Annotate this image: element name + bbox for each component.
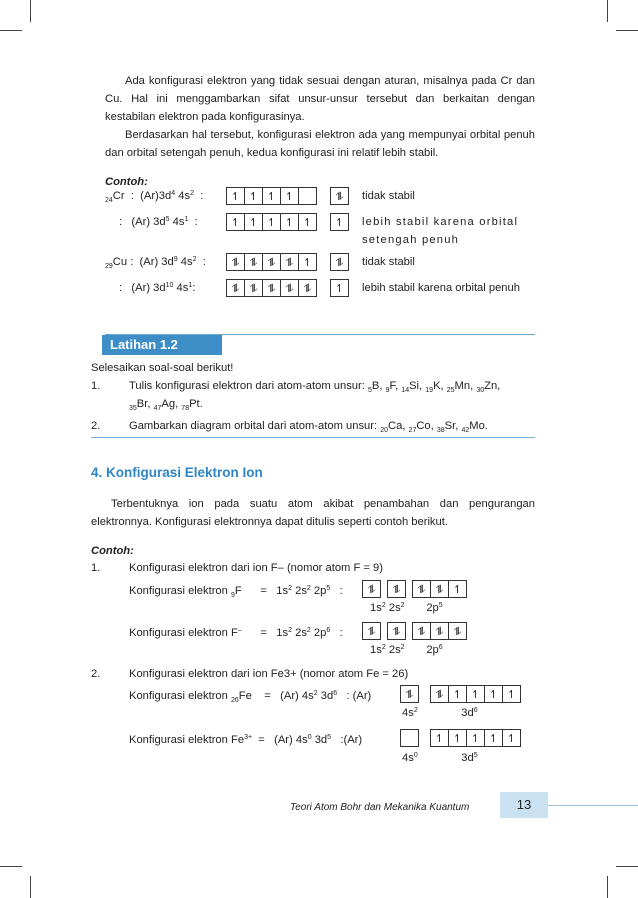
intro-paragraph-1: Ada konfigurasi elektron yang tidak sesuai dengan aturan, misalnya pada Cr dan Cu. Hal ini menggambarkan sifat unsur-unsur tersebut dan berkaitan dengan kestabilan elektron pada konfigurasinya.: [105, 75, 535, 123]
cr-3d-orbitals: ↿ ↿ ↿ ↿: [226, 187, 316, 205]
fe3-config-line: Konfigurasi elektron $Fe^{3+} = (Ar)$ $4s^0$ $3d^5$ :(Ar): [129, 734, 363, 746]
ion-e2-number: 2.: [91, 668, 101, 680]
fe3-3d-orbitals: ↿ ↿ ↿ ↿ ↿: [430, 729, 520, 747]
page-number: 13: [500, 792, 548, 818]
fe3-4s-orbital: [400, 729, 419, 747]
q1-text: Tulis konfigurasi elektron dari atom-atom unsur: $_5$B, $_9$F, $_{14}$Si, $_{19}$K, $_{25}$Mn, $_{30}$Zn,: [129, 380, 501, 394]
cu-stable-4s-orbital: ↿: [330, 279, 349, 297]
q1-number: 1.: [91, 380, 101, 392]
intro-paragraph-2: Berdasarkan hal tersebut, konfigurasi elektron ada yang mempunyai orbital penuh dan orbital setengah penuh, kedua konfigurasi ini relatif lebih stabil.: [105, 129, 535, 159]
cu-stable-note: lebih stabil karena orbital penuh: [362, 282, 520, 294]
ion-e1-title: Konfigurasi elektron dari ion F– (nomor atom F = 9): [129, 562, 384, 574]
f-ion-orbitals: ⥮ ⥮ ⥮ ⥮ ⥮: [362, 622, 466, 640]
footer-rule: [548, 805, 638, 806]
cr-4s-orbital: ⥮: [330, 187, 349, 205]
fe-config-line: Konfigurasi elektron $_{26}$Fe = (Ar) $4s^2$ $3d^6$ : (Ar): [129, 690, 372, 704]
latihan-instruction: Selesaikan soal-soal berikut!: [91, 362, 234, 374]
ion-contoh-label: Contoh:: [91, 545, 134, 557]
crop-mark: [616, 866, 638, 867]
fe-4s-orbital: ⥮: [400, 685, 419, 703]
cr-note: tidak stabil: [362, 190, 415, 202]
fe-3d-orbitals: ⥮ ↿ ↿ ↿ ↿: [430, 685, 520, 703]
cr-stable-note: lebih stabil karena orbital setengah penuh: [362, 216, 519, 246]
cu-note: tidak stabil: [362, 256, 415, 268]
cu-element: $_{29}$Cu : (Ar) $3d^9$ $4s^2$ :: [105, 256, 206, 270]
cu-3d-orbitals: ⥮ ⥮ ⥮ ⥮ ↿: [226, 253, 316, 271]
cr-stable-config: : (Ar) $3d^5$ $4s^1$ :: [119, 216, 198, 228]
q2-number: 2.: [91, 420, 101, 432]
cu-stable-3d-orbitals: ⥮ ⥮ ⥮ ⥮ ⥮: [226, 279, 316, 297]
f-labels: $1s^2$ $2s^2$ $2p^5$: [370, 602, 443, 614]
f-ion-config-line: Konfigurasi elektron F– = $1s^2$ $2s^2$ $2p^6$ :: [129, 627, 343, 639]
cr-stable-4s-orbital: ↿: [330, 213, 349, 231]
section-paragraph: Terbentuknya ion pada suatu atom akibat penambahan dan pengurangan elektronnya. Konfigurasi elektronnya dapat ditulis seperti contoh berikut.: [91, 498, 535, 528]
latihan-header: Latihan 1.2: [102, 335, 222, 355]
crop-mark: [607, 876, 608, 898]
f-orbitals: ⥮ ⥮ ⥮ ⥮ ↿: [362, 580, 466, 598]
q1-text-cont: $_{35}$Br, $_{47}$Ag, $_{78}$Pt.: [129, 398, 203, 412]
crop-mark: [0, 30, 22, 31]
crop-mark: [0, 866, 22, 867]
fe3-labels: $4s^0$ $3d^5$: [402, 752, 478, 764]
fe-labels: $4s^2$ $3d^6$: [402, 707, 478, 719]
contoh-label: Contoh:: [105, 176, 148, 188]
crop-mark: [30, 876, 31, 898]
crop-mark: [607, 0, 608, 22]
ion-e2-title: Konfigurasi elektron dari ion Fe3+ (nomor atom Fe = 26): [129, 668, 409, 680]
section-title: 4. Konfigurasi Elektron Ion: [91, 465, 263, 480]
f-ion-labels: $1s^2$ $2s^2$ $2p^6$: [370, 644, 443, 656]
footer-title: Teori Atom Bohr dan Mekanika Kuantum: [290, 802, 470, 813]
f-config-line: Konfigurasi elektron $_9$F = $1s^2$ $2s^2$ $2p^5$ :: [129, 585, 343, 599]
cu-stable-config: : (Ar) $3d^{10}$ $4s^1$:: [119, 282, 196, 294]
cu-4s-orbital: ⥮: [330, 253, 349, 271]
cr-stable-3d-orbitals: ↿ ↿ ↿ ↿ ↿: [226, 213, 316, 231]
crop-mark: [30, 0, 31, 22]
q2-text: Gambarkan diagram orbital dari atom-atom unsur: $_{20}$Ca, $_{27}$Co, $_{38}$Sr, $_{42}$Mo.: [129, 420, 488, 434]
ion-e1-number: 1.: [91, 562, 101, 574]
crop-mark: [616, 30, 638, 31]
cr-element: $_{24}$Cr : $(Ar)3d^4$ $4s^2$ :: [105, 190, 204, 204]
latihan-bottom-rule: [91, 437, 535, 438]
